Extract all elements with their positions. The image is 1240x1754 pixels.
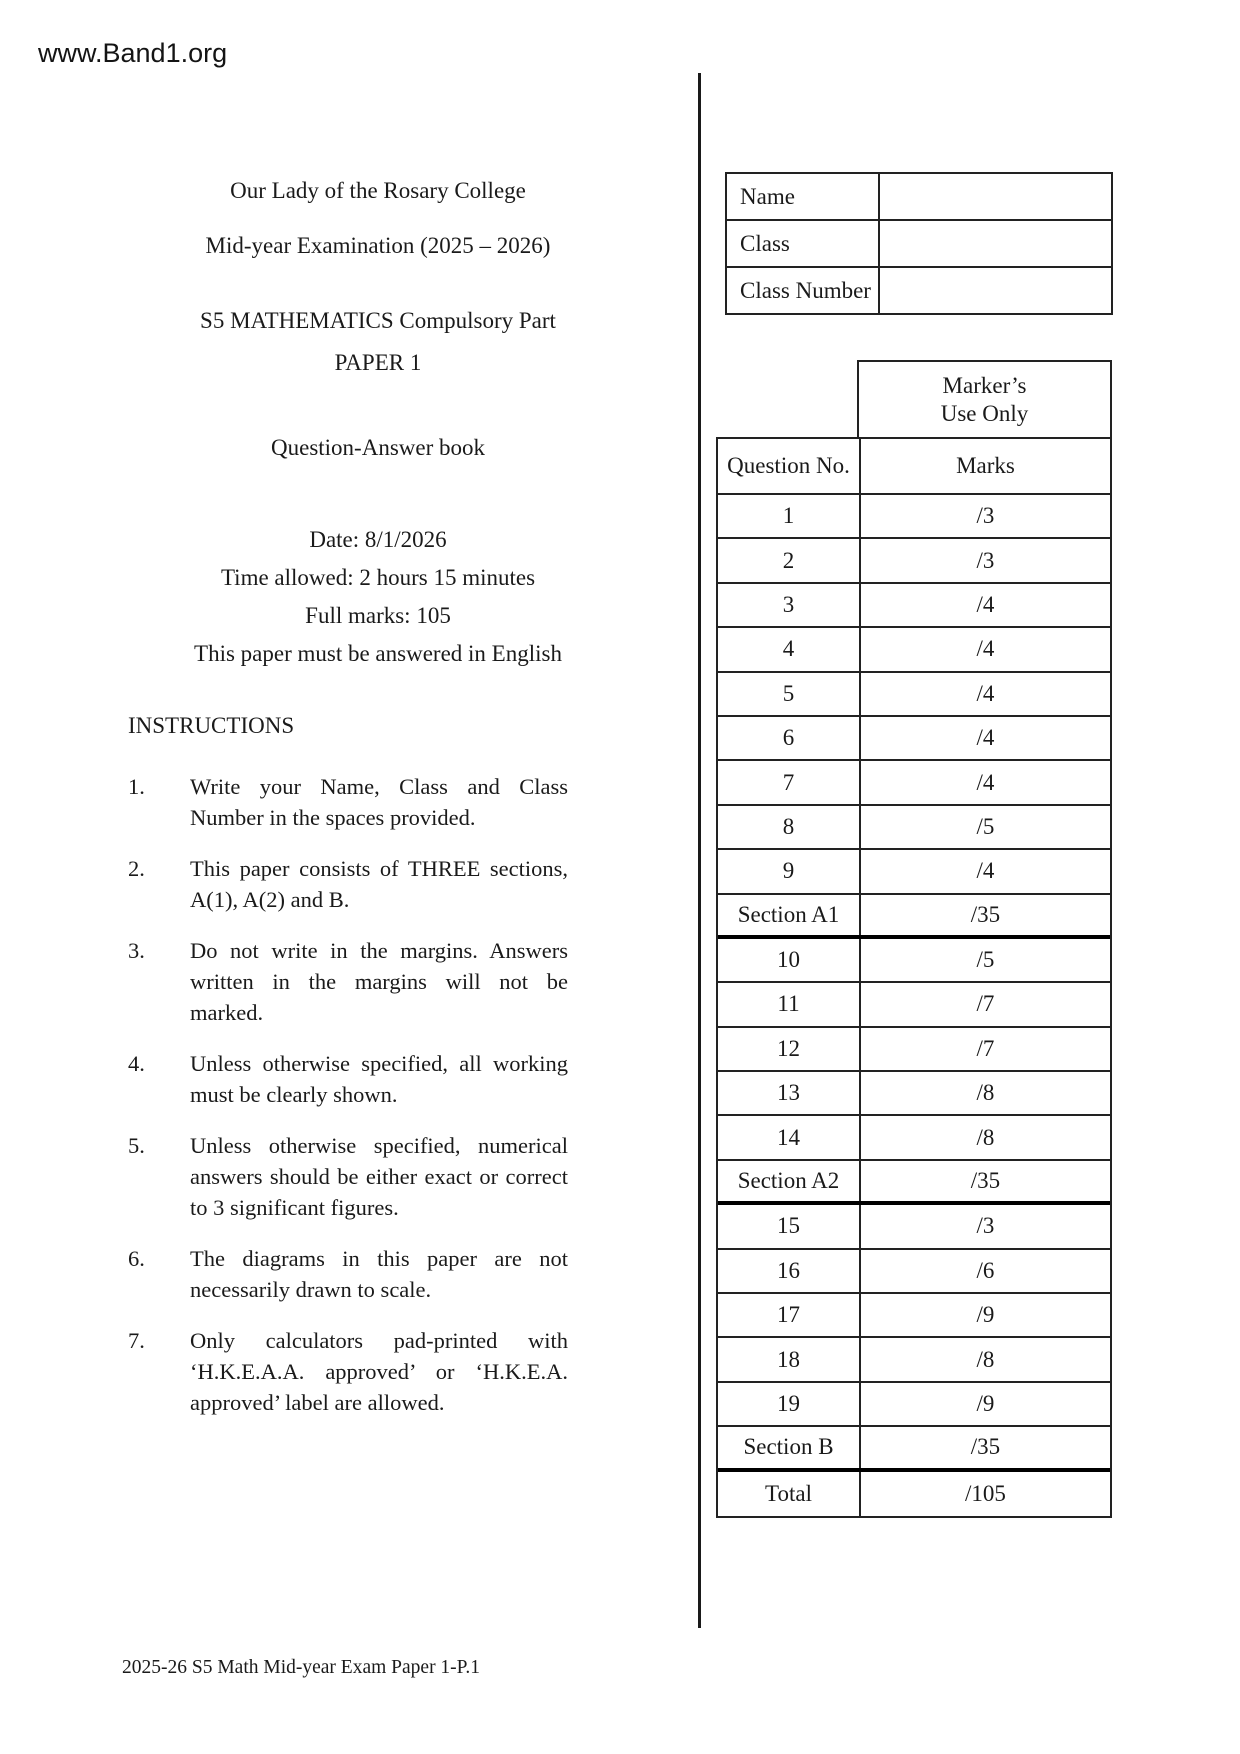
marks-cell: /5 bbox=[859, 939, 1110, 981]
question-no-cell: 4 bbox=[782, 636, 795, 662]
marks-cell: /35 bbox=[859, 1427, 1110, 1467]
marker-row bbox=[718, 584, 1110, 628]
marks-cell: /4 bbox=[859, 584, 1110, 626]
marker-row bbox=[718, 1472, 1110, 1516]
marker-row bbox=[718, 806, 1110, 850]
instruction-item bbox=[128, 853, 568, 915]
student-row bbox=[727, 266, 1111, 313]
question-no-cell: 19 bbox=[777, 1391, 800, 1416]
instruction-text: This paper consists of THREE sections, A(1), A(2) and B. bbox=[190, 856, 568, 912]
markers-use-only-line1: Marker’s bbox=[942, 372, 1027, 398]
question-no-cell: Total bbox=[765, 1480, 812, 1506]
student-info-table bbox=[725, 172, 1113, 315]
marks-cell: /35 bbox=[859, 895, 1110, 935]
question-no-cell: Section A2 bbox=[737, 1168, 840, 1194]
marks-cell: /4 bbox=[859, 628, 1110, 670]
instruction-item bbox=[128, 1130, 568, 1223]
marker-row bbox=[718, 1028, 1110, 1072]
instruction-number: 3. bbox=[128, 938, 145, 963]
footer-text: 2025-26 S5 Math Mid-year Exam Paper 1-P.1 bbox=[122, 1657, 480, 1678]
school-name: Our Lady of the Rosary College bbox=[230, 178, 526, 203]
marker-row bbox=[718, 539, 1110, 583]
instructions-title: INSTRUCTIONS bbox=[128, 713, 295, 738]
question-no-cell: 15 bbox=[777, 1213, 800, 1239]
marker-row bbox=[718, 850, 1110, 894]
exam-title: Mid-year Examination (2025 – 2026) bbox=[205, 233, 551, 258]
marks-cell: /4 bbox=[859, 717, 1110, 759]
student-value bbox=[880, 221, 1111, 266]
question-no-cell: 17 bbox=[777, 1302, 800, 1328]
instruction-number: 7. bbox=[128, 1328, 145, 1353]
instruction-text: Unless otherwise specified, all working must be clearly shown. bbox=[190, 1051, 568, 1107]
marks-cell: /7 bbox=[859, 983, 1110, 1025]
marks-cell: /4 bbox=[859, 850, 1110, 892]
marks-cell: /7 bbox=[859, 1028, 1110, 1070]
instruction-number: 5. bbox=[128, 1133, 145, 1158]
question-no-cell: 10 bbox=[777, 947, 800, 973]
marker-row bbox=[718, 628, 1110, 672]
marker-row bbox=[718, 1383, 1110, 1427]
question-no-cell: Section B bbox=[743, 1434, 834, 1460]
marker-row bbox=[718, 717, 1110, 761]
question-no-cell: 6 bbox=[782, 725, 795, 751]
paper-number: PAPER 1 bbox=[334, 350, 422, 375]
instruction-text: Unless otherwise specified, numerical answers should be either exact or correct to 3 significant figures. bbox=[190, 1133, 568, 1220]
question-no-cell: 12 bbox=[777, 1035, 800, 1061]
instruction-number: 4. bbox=[128, 1051, 145, 1076]
student-label: Class Number bbox=[727, 268, 880, 313]
marker-row bbox=[718, 673, 1110, 717]
marks-cell: /8 bbox=[859, 1116, 1110, 1158]
full-marks: Full marks: 105 bbox=[305, 603, 451, 628]
marker-table bbox=[716, 360, 1112, 1518]
instruction-item bbox=[128, 935, 568, 1028]
time-allowed: Time allowed: 2 hours 15 minutes bbox=[220, 565, 536, 590]
marker-row bbox=[718, 1427, 1110, 1471]
question-no-cell: 1 bbox=[782, 503, 795, 529]
marker-row bbox=[718, 895, 1110, 939]
instruction-text: Only calculators pad-printed with ‘H.K.E.A.A. approved’ or ‘H.K.E.A. approved’ label are allowed. bbox=[190, 1328, 568, 1415]
exam-date: Date: 8/1/2026 bbox=[309, 527, 447, 552]
instructions-list bbox=[128, 771, 568, 1418]
marks-cell: /6 bbox=[859, 1250, 1110, 1292]
marks-cell: /3 bbox=[859, 1205, 1110, 1247]
instruction-number: 1. bbox=[128, 774, 145, 799]
marks-cell: /8 bbox=[859, 1072, 1110, 1114]
question-no-cell: 3 bbox=[782, 591, 795, 617]
marks-cell: /4 bbox=[859, 761, 1110, 803]
question-no-cell: 7 bbox=[782, 769, 795, 795]
marks-cell: /9 bbox=[859, 1383, 1110, 1425]
marks-header: Marks bbox=[859, 439, 1110, 493]
subject-line: S5 MATHEMATICS Compulsory Part bbox=[200, 308, 556, 333]
marker-table-corner bbox=[716, 360, 1112, 437]
marker-row bbox=[718, 761, 1110, 805]
marks-cell: /5 bbox=[859, 806, 1110, 848]
marks-cell: /8 bbox=[859, 1338, 1110, 1380]
marker-table-body bbox=[716, 437, 1112, 1518]
instruction-text: Do not write in the margins. Answers written in the margins will not be marked. bbox=[190, 938, 568, 1025]
marker-table-corner-spacer bbox=[716, 360, 857, 437]
marker-row bbox=[718, 495, 1110, 539]
question-no-cell: 8 bbox=[782, 813, 795, 839]
marker-row bbox=[718, 1294, 1110, 1338]
question-no-cell: 18 bbox=[777, 1346, 800, 1372]
marks-cell: /3 bbox=[859, 495, 1110, 537]
language-note: This paper must be answered in English bbox=[194, 641, 562, 666]
marks-cell: /9 bbox=[859, 1294, 1110, 1336]
marker-row bbox=[718, 1205, 1110, 1249]
marker-row bbox=[718, 1338, 1110, 1382]
marker-row bbox=[718, 1161, 1110, 1205]
question-no-cell: 9 bbox=[782, 858, 795, 884]
instruction-number: 2. bbox=[128, 856, 145, 881]
instruction-text: Write your Name, Class and Class Number in the spaces provided. bbox=[190, 774, 568, 830]
question-no-cell: 14 bbox=[777, 1124, 800, 1150]
marker-row bbox=[718, 939, 1110, 983]
instruction-item bbox=[128, 771, 568, 833]
page-margin-divider bbox=[698, 73, 701, 1628]
marker-row bbox=[718, 983, 1110, 1027]
instruction-text: The diagrams in this paper are not necessarily drawn to scale. bbox=[190, 1246, 568, 1302]
marker-row bbox=[718, 1072, 1110, 1116]
marks-cell: /35 bbox=[859, 1161, 1110, 1201]
marker-table-header-row bbox=[718, 439, 1110, 495]
markers-use-only-line2: Use Only bbox=[940, 400, 1029, 426]
instruction-item bbox=[128, 1048, 568, 1110]
marks-cell: /4 bbox=[859, 673, 1110, 715]
student-label: Name bbox=[727, 174, 880, 219]
exam-header-block bbox=[118, 0, 638, 667]
instruction-number: 6. bbox=[128, 1246, 145, 1271]
brand-watermark: www.Band1.org bbox=[38, 38, 228, 68]
question-no-cell: 16 bbox=[777, 1257, 800, 1283]
markers-use-only-label bbox=[857, 360, 1112, 437]
marks-cell: /105 bbox=[859, 1472, 1110, 1516]
question-no-cell: 13 bbox=[777, 1080, 800, 1106]
instruction-item bbox=[128, 1325, 568, 1418]
student-value bbox=[880, 174, 1111, 219]
student-value bbox=[880, 268, 1111, 313]
student-row bbox=[727, 174, 1111, 219]
instructions-section bbox=[128, 713, 568, 1438]
marker-row bbox=[718, 1116, 1110, 1160]
question-no-cell: 5 bbox=[782, 680, 795, 706]
question-no-cell: 11 bbox=[777, 991, 800, 1017]
question-no-cell: Section A1 bbox=[737, 901, 840, 927]
student-label: Class bbox=[727, 221, 880, 266]
student-row bbox=[727, 219, 1111, 266]
marks-cell: /3 bbox=[859, 539, 1110, 581]
question-no-header: Question No. bbox=[727, 453, 850, 478]
question-no-cell: 2 bbox=[782, 547, 795, 573]
marker-row bbox=[718, 1250, 1110, 1294]
instruction-item bbox=[128, 1243, 568, 1305]
book-title: Question-Answer book bbox=[271, 435, 485, 460]
